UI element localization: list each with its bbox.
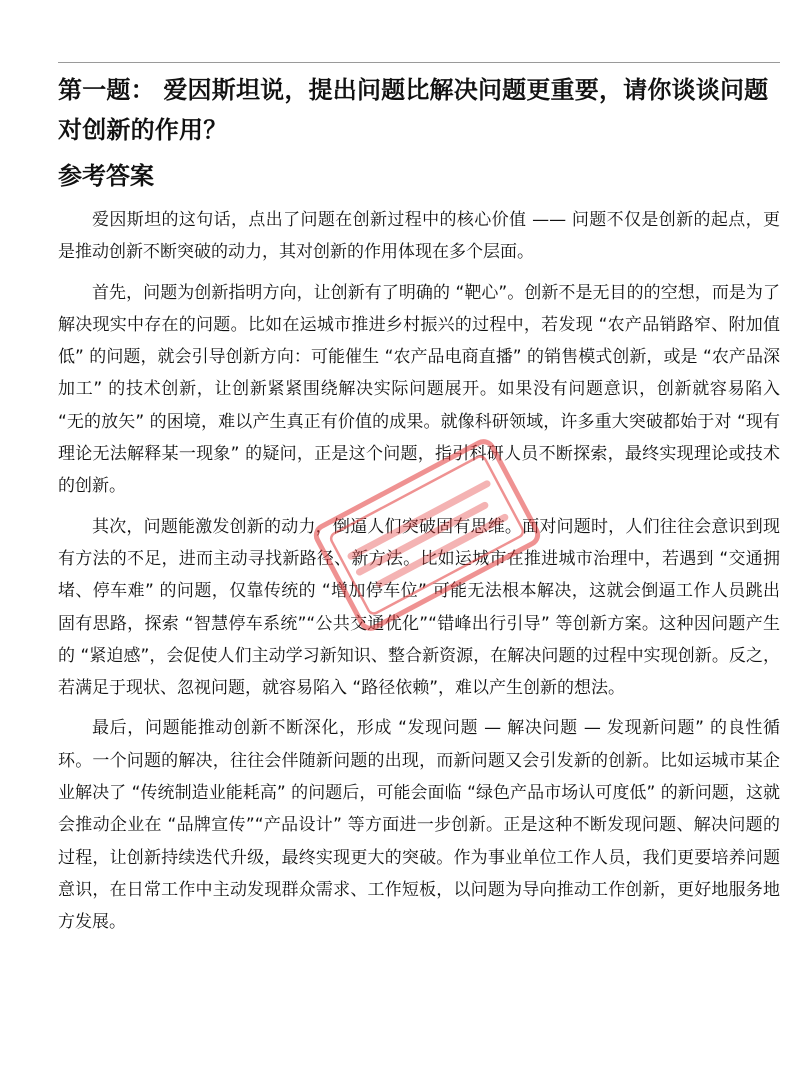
answer-paragraph-2: 首先，问题为创新指明方向，让创新有了明确的 “靶心”。创新不是无目的的空想，而是为了解决现实中存在的问题。比如在运城市推进乡村振兴的过程中，若发现 “农产品销路窄、附加值低” 的问题，就会引导创新方向：可能催生 “农产品电商直播” 的销售模式创新，或是 “农产品深加工” 的技术创新，让创新紧紧围绕解决实际问题展开。如果没有问题意识，创新就容易陷入 “无的放矢” 的困境，难以产生真正有价值的成果。就像科研领域，许多重大突破都始于对 “现有理论无法解释某一现象” 的疑问，正是这个问题，指引科研人员不断探索，最终实现理论或技术的创新。 — [58, 282, 780, 497]
answer-paragraph-4: 最后，问题能推动创新不断深化，形成 “发现问题 — 解决问题 — 发现新问题” 的良性循环。一个问题的解决，往往会伴随新问题的出现，而新问题又会引发新的创新。比如运城市某企业解决了 “传统制造业能耗高” 的问题后，可能会面临 “绿色产品市场认可度低” 的新问题，这就会推动企业在 “品牌宣传”“产品设计” 等方面进一步创新。正是这种不断发现问题、解决问题的过程，让创新持续迭代升级，最终实现更大的突破。作为事业单位工作人员，我们更要培养问题意识，在日常工作中主动发现群众需求、工作短板，以问题为导向推动工作创新，更好地服务地方发展。 — [58, 718, 780, 933]
answer-paragraph-3: 其次，问题能激发创新的动力，倒逼人们突破固有思维。面对问题时，人们往往会意识到现有方法的不足，进而主动寻找新路径、新方法。比如运城市在推进城市治理中，若遇到 “交通拥堵、停车难” 的问题，仅靠传统的 “增加停车位” 可能无法根本解决，这就会倒逼工作人员跳出固有思路，探索 “智慧停车系统”“公共交通优化”“错峰出行引导” 等创新方案。这种因问题产生的 “紧迫感”，会促使人们主动学习新知识、整合新资源，在解决问题的过程中实现创新。反之，若满足于现状、忽视问题，就容易陷入 “路径依赖”，难以产生创新的想法。 — [58, 516, 780, 699]
top-divider — [58, 62, 780, 63]
answer-heading: 参考答案 — [58, 162, 154, 190]
document-body — [58, 70, 780, 947]
question-title: 第一题： 爱因斯坦说，提出问题比解决问题更重要，请你谈谈问题对创新的作用？ — [58, 76, 769, 144]
answer-paragraph-1: 爱因斯坦的这句话，点出了问题在创新过程中的核心价值 —— 问题不仅是创新的起点，更是推动创新不断突破的动力，其对创新的作用体现在多个层面。 — [58, 210, 780, 263]
